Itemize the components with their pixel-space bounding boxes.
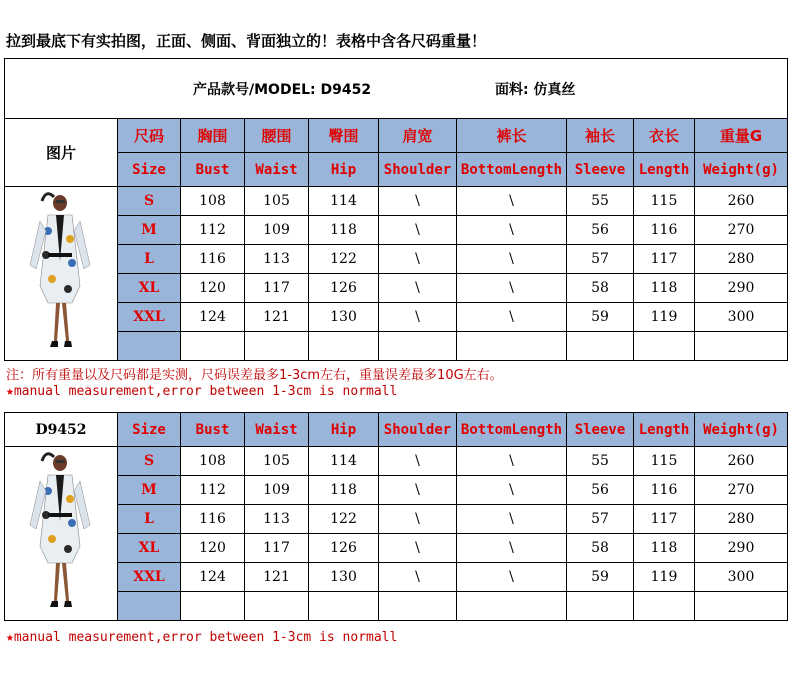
value-cell-empty [309,592,379,621]
value-cell-empty [634,592,695,621]
value-cell: \ [457,534,567,563]
header-cn-5: 裤长 [457,119,567,153]
value-cell: \ [379,274,457,303]
value-cell: 117 [634,245,695,274]
note-english-1-text: manual measurement,error between 1-3cm is normall [13,384,398,399]
value-cell: 114 [309,187,379,216]
table-row [5,476,788,505]
value-cell: \ [379,303,457,332]
note-english-1 [6,384,397,399]
table-row [5,274,788,303]
size-cell: S [118,447,181,476]
size-cell: M [118,216,181,245]
size-cell: L [118,505,181,534]
value-cell-empty [379,332,457,361]
value-cell: 117 [245,274,309,303]
value-cell: \ [379,534,457,563]
value-cell: 118 [309,476,379,505]
header-en-5: BottomLength [457,153,567,187]
value-cell: 56 [567,216,634,245]
value-cell: 290 [695,534,788,563]
header-en-0: Size [118,413,181,447]
model-code: D9452 [5,413,118,447]
value-cell: 114 [309,447,379,476]
size-cell: L [118,245,181,274]
note-chinese: 注：所有重量以及尺码都是实测，尺码误差最多1-3cm左右，重量误差最多10G左右。 [6,368,503,383]
table-row [5,303,788,332]
value-cell: \ [379,187,457,216]
value-cell-empty [181,332,245,361]
value-cell-empty [245,332,309,361]
table-row [5,187,788,216]
header-en-4: Shoulder [379,413,457,447]
table-row [5,447,788,476]
value-cell: \ [457,563,567,592]
value-cell: 119 [634,303,695,332]
header-en-2: Waist [245,153,309,187]
value-cell-empty [567,332,634,361]
value-cell: 122 [309,505,379,534]
model-header-row [5,59,788,119]
header-cn-1: 胸围 [181,119,245,153]
header-en-1: Bust [181,153,245,187]
value-cell: 112 [181,216,245,245]
value-cell: 118 [634,534,695,563]
size-cell: XL [118,534,181,563]
note-english-2 [6,630,397,645]
value-cell: 108 [181,187,245,216]
value-cell: 120 [181,274,245,303]
header-en-6: Sleeve [567,153,634,187]
size-cell: XXL [118,303,181,332]
value-cell: 116 [634,216,695,245]
value-cell: 126 [309,534,379,563]
value-cell: 260 [695,187,788,216]
table-row-empty [5,592,788,621]
photo-cell [5,447,118,621]
value-cell: \ [379,447,457,476]
table-row [5,534,788,563]
value-cell: 300 [695,563,788,592]
value-cell: 118 [309,216,379,245]
value-cell: 112 [181,476,245,505]
header-en-6: Sleeve [567,413,634,447]
header-cn-0: 尺码 [118,119,181,153]
header-cn-3: 臀围 [309,119,379,153]
value-cell: 290 [695,274,788,303]
value-cell: 118 [634,274,695,303]
value-cell: \ [379,505,457,534]
size-table-secondary [4,412,788,621]
table-row [5,216,788,245]
value-cell: 116 [181,505,245,534]
value-cell: 300 [695,303,788,332]
value-cell: \ [457,447,567,476]
model-photo [26,191,96,356]
value-cell: 121 [245,303,309,332]
header-cn-2: 腰围 [245,119,309,153]
header-en-0: Size [118,153,181,187]
value-cell-empty [695,592,788,621]
value-cell: 126 [309,274,379,303]
value-cell: 115 [634,447,695,476]
size-cell: XL [118,274,181,303]
header-en-8: Weight(g) [695,153,788,187]
header-en-7: Length [634,153,695,187]
star-icon: ★ [6,384,14,399]
value-cell: 120 [181,534,245,563]
value-cell-empty [567,592,634,621]
fabric-label: 面料: 仿真丝 [495,82,576,98]
value-cell: 55 [567,187,634,216]
value-cell: 117 [245,534,309,563]
value-cell: \ [457,303,567,332]
value-cell: 121 [245,563,309,592]
value-cell: 130 [309,303,379,332]
header-cn-4: 肩宽 [379,119,457,153]
header-en-7: Length [634,413,695,447]
model-photo [26,451,96,616]
star-icon: ★ [6,630,14,645]
value-cell: 105 [245,447,309,476]
header-en-1: Bust [181,413,245,447]
size-cell-empty [118,332,181,361]
header-cn-6: 袖长 [567,119,634,153]
value-cell: 57 [567,245,634,274]
value-cell: 57 [567,505,634,534]
header-en-3: Hip [309,413,379,447]
header-en-4: Shoulder [379,153,457,187]
value-cell: 58 [567,534,634,563]
value-cell: 130 [309,563,379,592]
value-cell-empty [245,592,309,621]
value-cell: 59 [567,303,634,332]
value-cell: 56 [567,476,634,505]
value-cell: \ [379,563,457,592]
value-cell: 108 [181,447,245,476]
value-cell: \ [457,505,567,534]
table-row [5,505,788,534]
value-cell: 113 [245,505,309,534]
value-cell: 119 [634,563,695,592]
picture-label: 图片 [5,119,118,187]
value-cell-empty [379,592,457,621]
value-cell-empty [181,592,245,621]
value-cell: 280 [695,505,788,534]
value-cell: 122 [309,245,379,274]
size-cell-empty [118,592,181,621]
value-cell-empty [457,592,567,621]
value-cell: 105 [245,187,309,216]
value-cell: 260 [695,447,788,476]
value-cell: 270 [695,216,788,245]
size-table-main [4,58,788,361]
value-cell-empty [634,332,695,361]
value-cell: \ [379,476,457,505]
table-row [5,245,788,274]
value-cell: 124 [181,563,245,592]
header-cn-7: 衣长 [634,119,695,153]
model-label: 产品款号/MODEL: D9452 [193,82,372,98]
value-cell: \ [379,216,457,245]
value-cell: \ [379,245,457,274]
value-cell: 113 [245,245,309,274]
value-cell: 115 [634,187,695,216]
value-cell: \ [457,274,567,303]
value-cell: 59 [567,563,634,592]
size-cell: XXL [118,563,181,592]
value-cell: 109 [245,476,309,505]
value-cell: 116 [634,476,695,505]
value-cell-empty [457,332,567,361]
photo-cell [5,187,118,361]
value-cell: \ [457,187,567,216]
value-cell: \ [457,245,567,274]
size-cell: S [118,187,181,216]
value-cell: 116 [181,245,245,274]
top-note: 拉到最底下有实拍图，正面、侧面、背面独立的！表格中含各尺码重量！ [6,32,487,50]
value-cell-empty [695,332,788,361]
value-cell-empty [309,332,379,361]
value-cell: 124 [181,303,245,332]
value-cell: 109 [245,216,309,245]
value-cell: 117 [634,505,695,534]
value-cell: 58 [567,274,634,303]
value-cell: 55 [567,447,634,476]
value-cell: \ [457,476,567,505]
note-english-2-text: manual measurement,error between 1-3cm is normall [13,630,398,645]
header-cn-8: 重量G [695,119,788,153]
header-en-2: Waist [245,413,309,447]
size-cell: M [118,476,181,505]
header-en-5: BottomLength [457,413,567,447]
header-en-8: Weight(g) [695,413,788,447]
value-cell: \ [457,216,567,245]
value-cell: 280 [695,245,788,274]
table-row [5,563,788,592]
table-row-empty [5,332,788,361]
value-cell: 270 [695,476,788,505]
header-en-3: Hip [309,153,379,187]
